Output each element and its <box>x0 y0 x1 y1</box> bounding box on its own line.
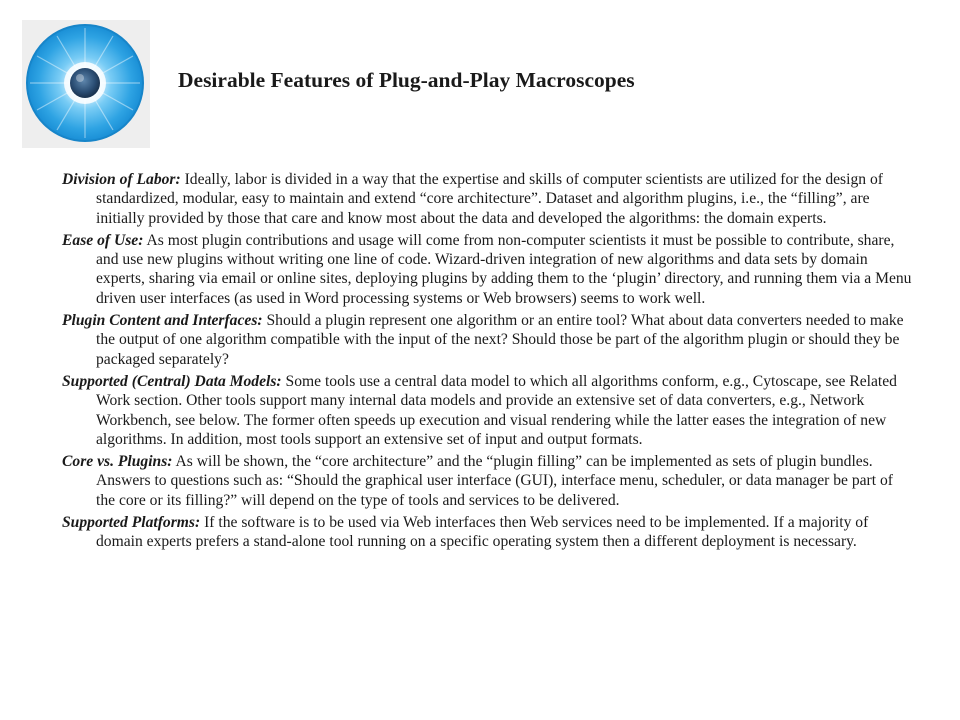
slide-title: Desirable Features of Plug-and-Play Macroscopes <box>178 68 635 92</box>
entry-text: Should a plugin represent one algorithm or an entire tool? What about data converters needed to make the output of one algorithm compatible with the input of the next? Should those be part of the algorithm plugin or should they be packaged separately? <box>96 312 904 368</box>
entry-term: Supported (Central) Data Models: <box>62 372 282 390</box>
entry-text: As will be shown, the “core architecture” and the “plugin filling” can be implemented as sets of plugin bundles. Answers to questions such as: “Should the graphical user interface (GUI), interface menu, scheduler, or data manager be part of the core or its filling?” will depend on the type of tools and services to be delivered. <box>96 453 893 509</box>
entry-term: Core vs. Plugins: <box>62 453 173 471</box>
entry-text: Ideally, labor is divided in a way that the expertise and skills of computer scientists are utilized for the design of standardized, modular, easy to maintain and extend “core architecture”. Dataset and algorithm plugins, i.e., the “filling”, are initially provided by those that care and know most about the data and developed the algorithms: the domain experts. <box>96 171 883 227</box>
list-item <box>62 513 914 552</box>
logo <box>22 20 150 148</box>
eye-iris-icon <box>22 20 150 148</box>
entry-text: As most plugin contributions and usage will come from non-computer scientists it must be possible to contribute, share, and use new plugins without writing one line of code. Wizard-driven integration of new algorithms and data sets by domain experts, sharing via email or online sites, deploying plugins by adding them to the ‘plugin’ directory, and running them via a Menu driven user interfaces (as used in Word processing systems or Web browsers) seems to work well. <box>96 231 912 307</box>
list-item <box>62 231 914 308</box>
entry-text: Some tools use a central data model to which all algorithms conform, e.g., Cytoscape, see Related Work section. Other tools support many internal data models and provide an extensive set of data converters, e.g., Network Workbench, see below. The former often speeds up execution and visual rendering while the latter eases the integration of new algorithms. In addition, most tools support an extensive set of input and output formats. <box>96 372 897 448</box>
entry-term: Plugin Content and Interfaces: <box>62 312 263 330</box>
feature-list <box>62 170 914 555</box>
entry-term: Ease of Use: <box>62 231 144 249</box>
list-item <box>62 170 914 228</box>
list-item <box>62 372 914 449</box>
list-item <box>62 452 914 510</box>
entry-term: Supported Platforms: <box>62 514 201 532</box>
entry-term: Division of Labor: <box>62 171 181 188</box>
list-item <box>62 311 914 369</box>
entry-text: If the software is to be used via Web interfaces then Web services need to be implemented. If a majority of domain experts prefers a stand-alone tool running on a specific operating system then a different deployment is necessary. <box>96 514 869 551</box>
